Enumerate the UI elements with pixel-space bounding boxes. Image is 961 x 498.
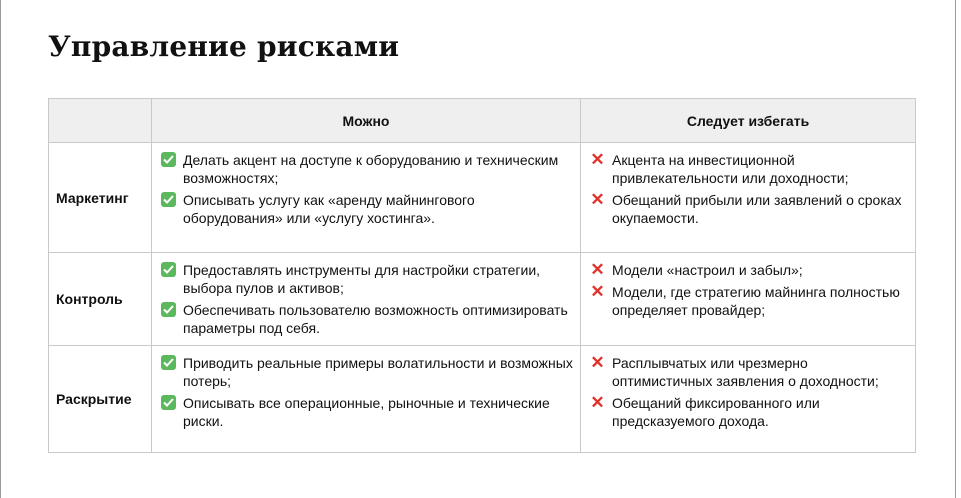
row-label: Контроль bbox=[49, 253, 152, 346]
list-item bbox=[590, 394, 909, 430]
list-item bbox=[161, 261, 574, 297]
list-item bbox=[161, 301, 574, 337]
list-item bbox=[161, 354, 574, 390]
page-title: Управление рисками bbox=[48, 30, 400, 63]
item-text: Расплывчатых или чрезмерно оптимистичных заявления о доходности; bbox=[612, 355, 879, 389]
item-text: Модели, где стратегию майнинга полностью определяет провайдер; bbox=[612, 284, 900, 318]
list-item bbox=[590, 261, 909, 279]
item-text: Описывать услугу как «аренду майнингового оборудования» или «услугу хостинга». bbox=[183, 192, 475, 226]
item-text: Модели «настроил и забыл»; bbox=[612, 262, 803, 278]
row-label: Раскрытие bbox=[49, 346, 152, 453]
header-avoid: Следует избегать bbox=[581, 99, 916, 143]
item-text: Делать акцент на доступе к оборудованию и техническим возможностях; bbox=[183, 152, 559, 186]
header-allowed: Можно bbox=[152, 99, 581, 143]
cross-mark-icon: ✕ bbox=[590, 393, 605, 412]
check-mark-icon bbox=[161, 355, 176, 370]
avoid-cell bbox=[581, 346, 916, 453]
list-item bbox=[161, 191, 574, 227]
allowed-cell bbox=[152, 143, 581, 253]
cross-mark-icon: ✕ bbox=[590, 260, 605, 279]
list-item bbox=[590, 283, 909, 319]
item-text: Приводить реальные примеры волатильности и возможных потерь; bbox=[183, 355, 573, 389]
check-mark-icon bbox=[161, 302, 176, 317]
item-text: Описывать все операционные, рыночные и технические риски. bbox=[183, 395, 550, 429]
left-frame-line bbox=[0, 0, 1, 498]
cross-mark-icon: ✕ bbox=[590, 282, 605, 301]
item-text: Обеспечивать пользователю возможность оптимизировать параметры под себя. bbox=[183, 302, 568, 336]
list-item bbox=[161, 394, 574, 430]
header-corner bbox=[49, 99, 152, 143]
check-mark-icon bbox=[161, 152, 176, 167]
check-mark-icon bbox=[161, 262, 176, 277]
list-item bbox=[590, 151, 909, 187]
check-mark-icon bbox=[161, 192, 176, 207]
table-row bbox=[49, 253, 916, 346]
row-label: Маркетинг bbox=[49, 143, 152, 253]
risk-table bbox=[48, 98, 916, 453]
item-text: Обещаний фиксированного или предсказуемого дохода. bbox=[612, 395, 820, 429]
right-frame-line bbox=[955, 0, 956, 498]
avoid-cell bbox=[581, 143, 916, 253]
item-text: Акцента на инвестиционной привлекательности или доходности; bbox=[612, 152, 849, 186]
cross-mark-icon: ✕ bbox=[590, 150, 605, 169]
allowed-cell bbox=[152, 346, 581, 453]
cross-mark-icon: ✕ bbox=[590, 353, 605, 372]
list-item bbox=[590, 191, 909, 227]
allowed-cell bbox=[152, 253, 581, 346]
table-header-row bbox=[49, 99, 916, 143]
check-mark-icon bbox=[161, 395, 176, 410]
item-text: Предоставлять инструменты для настройки стратегии, выбора пулов и активов; bbox=[183, 262, 541, 296]
table-row bbox=[49, 346, 916, 453]
list-item bbox=[590, 354, 909, 390]
avoid-cell bbox=[581, 253, 916, 346]
item-text: Обещаний прибыли или заявлений о сроках окупаемости. bbox=[612, 192, 902, 226]
cross-mark-icon: ✕ bbox=[590, 190, 605, 209]
list-item bbox=[161, 151, 574, 187]
table-row bbox=[49, 143, 916, 253]
